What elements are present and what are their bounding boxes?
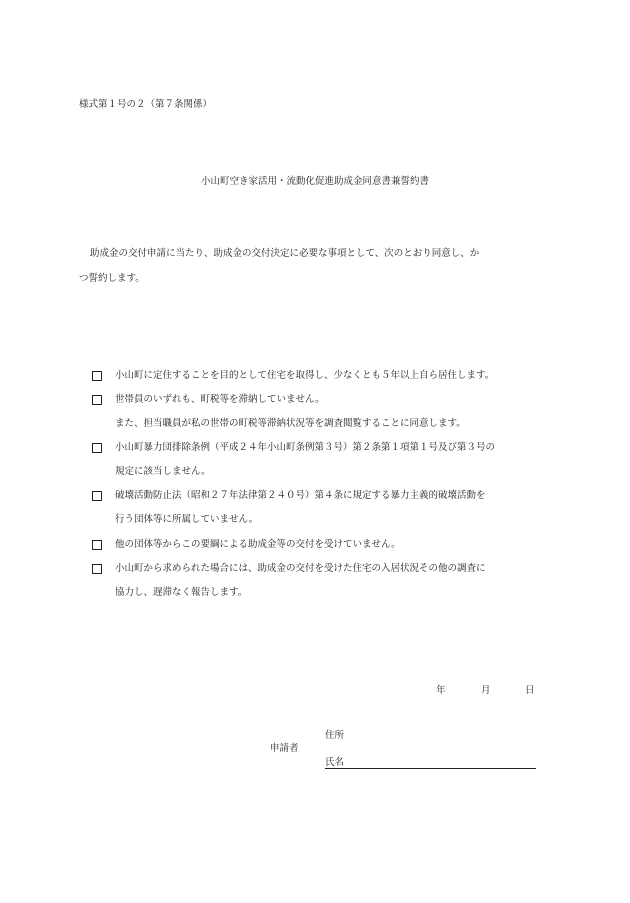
item-6-text-cont: 協力し、遅滞なく報告します。 (115, 587, 248, 598)
address-label: 住所 (325, 730, 345, 741)
item-4-text: 破壊活動防止法（昭和２７年法律第２４０号）第４条に規定する暴力主義的破壊活動を (115, 490, 486, 501)
item-5-text: 他の団体等からこの要綱による助成金等の交付を受けていません。 (115, 539, 401, 550)
item-6-text: 小山町から求められた場合には、助成金の交付を受けた住宅の入居状況その他の調査に (115, 563, 486, 574)
date-year-label: 年 (436, 685, 446, 696)
item-2-text: 世帯員のいずれも、町税等を滞納していません。 (115, 394, 325, 405)
intro-line-2: つ誓約します。 (79, 273, 145, 284)
checkbox-item-4[interactable] (92, 491, 102, 501)
checkbox-item-5[interactable] (92, 540, 102, 550)
signature-line[interactable] (325, 768, 536, 769)
checkbox-item-6[interactable] (92, 564, 102, 574)
checkbox-item-1[interactable] (92, 371, 102, 381)
checkbox-item-3[interactable] (92, 443, 102, 453)
date-day-label: 日 (525, 685, 535, 696)
item-3-text: 小山町暴力団排除条例（平成２４年小山町条例第３号）第２条第１項第１号及び第３号の (115, 442, 496, 453)
intro-line-1: 助成金の交付申請に当たり、助成金の交付決定に必要な事項として、次のとおり同意し、か (90, 248, 480, 259)
item-1-text: 小山町に定住することを目的として住宅を取得し、少なくとも５年以上自ら居住します。 (115, 370, 495, 381)
item-4-text-cont: 行う団体等に所属していません。 (115, 514, 259, 525)
date-month-label: 月 (481, 685, 491, 696)
name-label: 氏名 (325, 757, 345, 768)
checkbox-item-2[interactable] (92, 395, 102, 405)
item-3-text-cont: 規定に該当しません。 (115, 466, 211, 477)
item-2-text-cont: また、担当職員が私の世帯の町税等滞納状況等を調査閲覧することに同意します。 (115, 418, 466, 429)
document-title: 小山町空き家活用・流動化促進助成金同意書兼誓約書 (200, 176, 429, 187)
applicant-label: 申請者 (270, 743, 299, 754)
form-number: 様式第１号の２（第７条関係） (79, 99, 213, 110)
